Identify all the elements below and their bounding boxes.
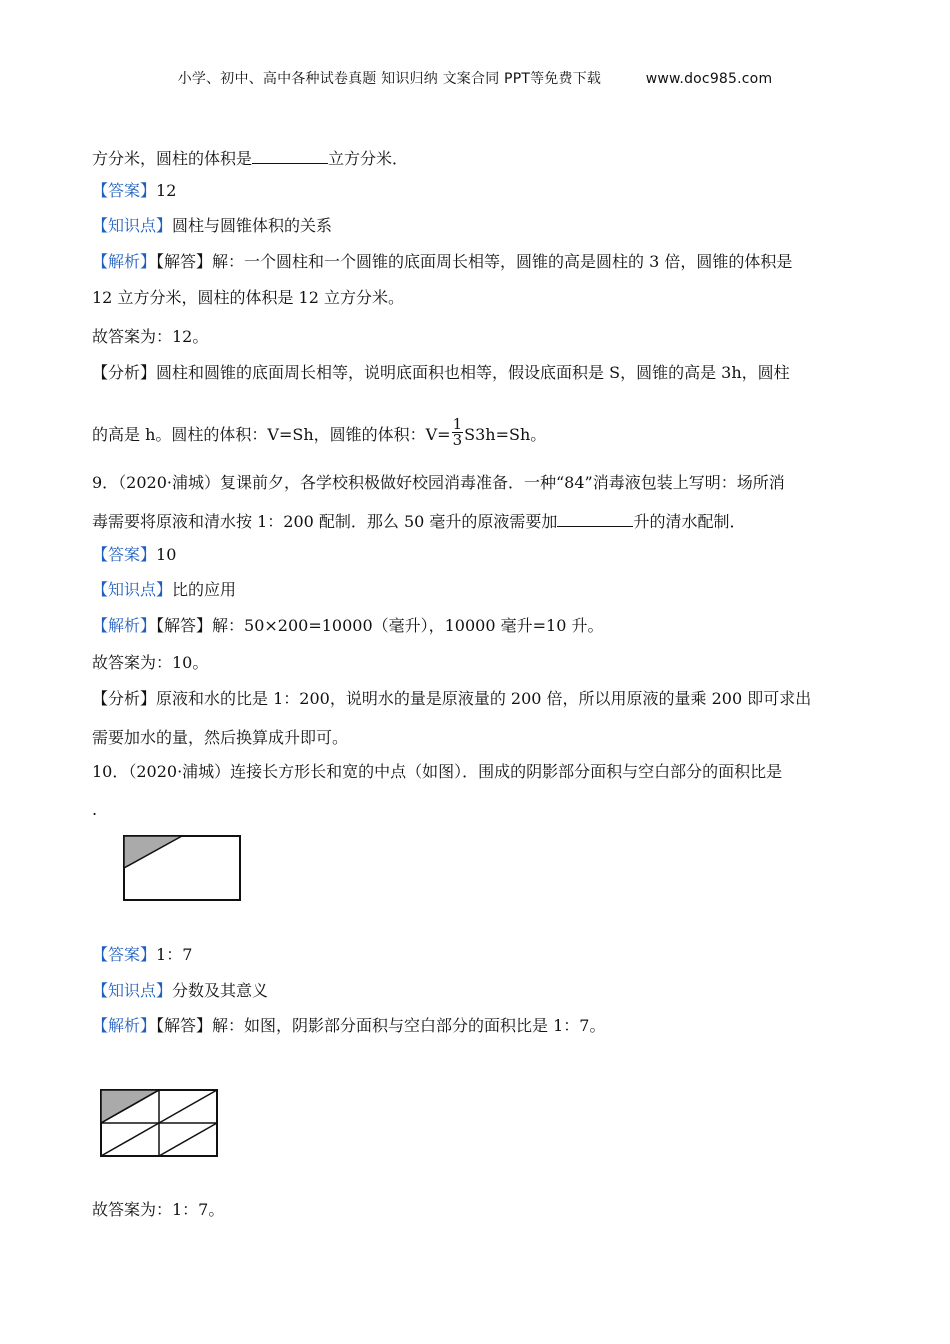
header-site[interactable]: www.doc985.com	[645, 71, 773, 87]
knowledge-tag: 【知识点】	[92, 216, 173, 235]
q8-answer: 【答案】12	[92, 181, 177, 200]
q8-analysis-line1: 【解析】【解答】解：一个圆柱和一个圆锥的底面周长相等，圆锥的高是圆柱的 3 倍，圆锥的体积是	[92, 252, 793, 271]
answer-tag: 【答案】	[92, 181, 157, 200]
q9-question-line1: 9．（2020·浦城）复课前夕，各学校积极做好校园消毒准备．一种“84”消毒液包装上写明：场所消	[92, 473, 785, 492]
q9-fenxi-line2: 需要加水的量，然后换算成升即可。	[92, 728, 349, 747]
q10-answer: 【答案】1：7	[92, 945, 193, 964]
q9-question-line2: 毒需要将原液和清水按 1：200 配制．那么 50 毫升的原液需要加 升的清水配制．	[92, 509, 745, 532]
knowledge-tag: 【知识点】	[92, 580, 173, 599]
q8-fenxi-line2: 的高是 h。圆柱的体积：V=Sh，圆锥的体积：V= $\frac{1}{3}$ S3h=Sh。	[92, 415, 547, 449]
q8-answer-blank	[252, 146, 328, 164]
q9-conclusion: 故答案为：10。	[92, 653, 209, 672]
q10-figure-rectangle	[120, 832, 246, 906]
q8-knowledge: 【知识点】圆柱与圆锥体积的关系	[92, 216, 333, 235]
q8-fenxi-line1: 【分析】圆柱和圆锥的底面周长相等，说明底面积也相等，假设底面积是 S，圆锥的高是 3h，圆柱	[92, 363, 790, 382]
page-header	[0, 68, 950, 88]
q10-question-line1: 10．（2020·浦城）连接长方形长和宽的中点（如图）．围成的阴影部分面积与空白部分的面积比是	[92, 762, 783, 781]
q9-answer-blank	[557, 509, 633, 527]
q10-knowledge: 【知识点】分数及其意义	[92, 981, 269, 1000]
q10-question-line2: .	[92, 800, 98, 819]
q9-analysis: 【解析】【解答】解：50×200=10000（毫升），10000 毫升=10 升。	[92, 616, 604, 635]
analysis-tag: 【解析】	[92, 1016, 157, 1035]
analysis-tag: 【解析】	[92, 252, 157, 271]
analysis-tag: 【解析】	[92, 616, 157, 635]
q8-conclusion: 故答案为：12。	[92, 327, 209, 346]
answer-tag: 【答案】	[92, 945, 157, 964]
q9-answer: 【答案】10	[92, 545, 177, 564]
fraction-one-third: $\frac{1}{3}$	[452, 415, 463, 449]
q10-conclusion: 故答案为：1：7。	[92, 1200, 225, 1219]
knowledge-tag: 【知识点】	[92, 981, 173, 1000]
answer-tag: 【答案】	[92, 545, 157, 564]
q8-analysis-line2: 12 立方分米，圆柱的体积是 12 立方分米。	[92, 288, 404, 307]
q10-solution-figure	[96, 1086, 222, 1160]
q8-continuation: 方分米，圆柱的体积是 立方分米．	[92, 146, 408, 169]
header-text: 小学、初中、高中各种试卷真题 知识归纳 文案合同 PPT等免费下载	[177, 71, 602, 87]
fenxi-tag: 【分析】	[92, 363, 157, 382]
q10-analysis: 【解析】【解答】解：如图，阴影部分面积与空白部分的面积比是 1：7。	[92, 1016, 606, 1035]
q9-knowledge: 【知识点】比的应用	[92, 580, 237, 599]
q9-fenxi-line1: 【分析】原液和水的比是 1：200，说明水的量是原液量的 200 倍，所以用原液的量乘 200 即可求出	[92, 689, 812, 708]
fenxi-tag: 【分析】	[92, 689, 157, 708]
